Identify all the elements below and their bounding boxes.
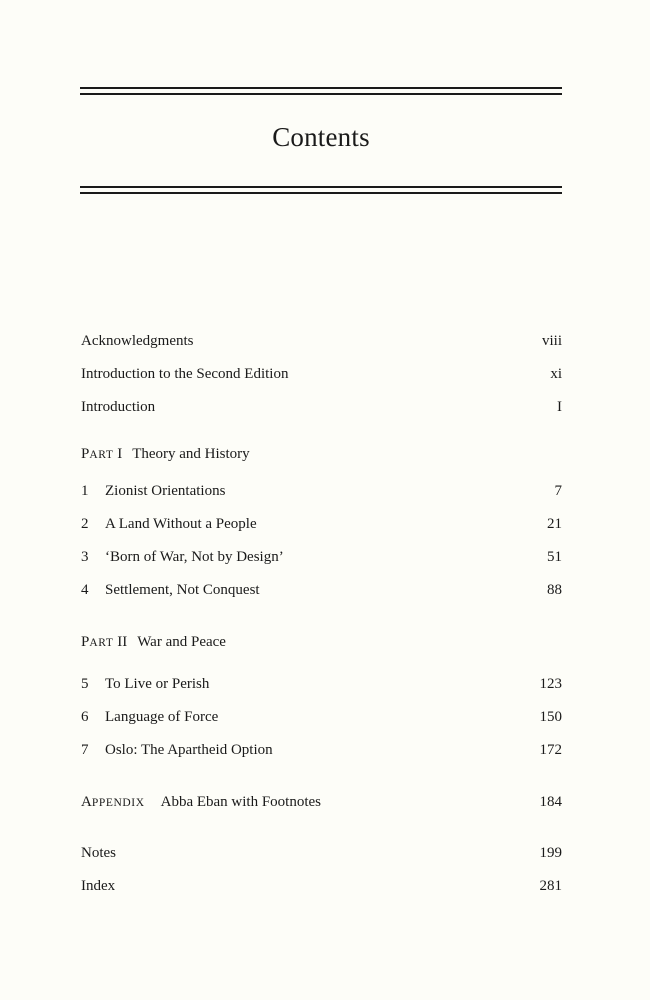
- part-word-initial: P: [81, 446, 90, 462]
- toc-entry-page: 172: [539, 742, 562, 758]
- part-name: Theory and History: [132, 446, 250, 462]
- toc-entry-chapter-5[interactable]: [81, 676, 562, 698]
- chapter-number: 7: [81, 742, 89, 758]
- toc-entry-page: 7: [554, 483, 562, 499]
- toc-entry-chapter-7[interactable]: [81, 742, 562, 764]
- toc-entry-label: Introduction: [81, 399, 156, 415]
- appendix-word-initial: A: [81, 794, 92, 810]
- toc-entry-label: Notes: [81, 845, 116, 861]
- toc-entry-chapter-6[interactable]: [81, 709, 562, 731]
- page-title: Contents: [272, 122, 370, 152]
- toc-entry-notes[interactable]: [81, 845, 562, 867]
- toc-entry-chapter-3[interactable]: [81, 549, 562, 571]
- toc-entry-label: Index: [81, 878, 116, 894]
- toc-entry-page: 21: [547, 516, 562, 532]
- title-rule-lower: [80, 192, 562, 194]
- toc-entry-intro-second-edition[interactable]: [81, 366, 562, 388]
- chapter-number: 1: [81, 483, 89, 499]
- toc-entry-page: 51: [547, 549, 562, 565]
- part-heading-1: [81, 446, 562, 468]
- toc-entry-page: 199: [539, 845, 562, 861]
- chapter-number: 6: [81, 709, 89, 725]
- chapter-number: 2: [81, 516, 89, 532]
- title-rule-upper: [80, 186, 562, 188]
- toc-entry-label: Acknowledgments: [81, 333, 194, 349]
- toc-entry-appendix[interactable]: [81, 794, 562, 816]
- toc-entry-chapter-2[interactable]: [81, 516, 562, 538]
- chapter-title: A Land Without a People: [105, 516, 257, 532]
- part-word-initial: P: [81, 634, 90, 650]
- part-name: War and Peace: [137, 634, 226, 650]
- chapter-title: To Live or Perish: [105, 676, 210, 692]
- chapter-title: Settlement, Not Conquest: [105, 582, 260, 598]
- toc-entry-page: 150: [539, 709, 562, 725]
- chapter-title: Zionist Orientations: [105, 483, 226, 499]
- toc-entry-acknowledgments[interactable]: [81, 333, 562, 355]
- chapter-title: Language of Force: [105, 709, 219, 725]
- toc-entry-introduction[interactable]: [81, 399, 562, 421]
- toc-entry-chapter-1[interactable]: [81, 483, 562, 505]
- toc-entry-page: I: [557, 399, 562, 415]
- appendix-title: Abba Eban with Footnotes: [160, 794, 322, 810]
- toc-entry-chapter-4[interactable]: [81, 582, 562, 604]
- toc-entry-index[interactable]: [81, 878, 562, 900]
- toc-entry-page: 184: [539, 794, 562, 810]
- top-rule-lower: [80, 93, 562, 95]
- chapter-title: ‘Born of War, Not by Design’: [105, 549, 284, 565]
- appendix-word-rest: PPENDIX: [91, 797, 145, 809]
- toc-entry-label: Introduction to the Second Edition: [81, 366, 289, 382]
- chapter-number: 5: [81, 676, 89, 692]
- part-word-rest: ART: [89, 449, 114, 461]
- part-heading-2: [81, 634, 562, 656]
- chapter-number: 4: [81, 582, 89, 598]
- toc-entry-page: 281: [539, 878, 562, 894]
- part-word-rest: ART: [89, 637, 114, 649]
- chapter-number: 3: [81, 549, 89, 565]
- part-numeral: I: [117, 446, 123, 462]
- toc-entry-page: 123: [539, 676, 562, 692]
- chapter-title: Oslo: The Apartheid Option: [105, 742, 273, 758]
- toc-entry-page: xi: [550, 366, 562, 382]
- toc-entry-page: 88: [547, 582, 562, 598]
- part-numeral: II: [117, 634, 128, 650]
- top-rule-upper: [80, 87, 562, 89]
- toc-entry-page: viii: [541, 333, 562, 349]
